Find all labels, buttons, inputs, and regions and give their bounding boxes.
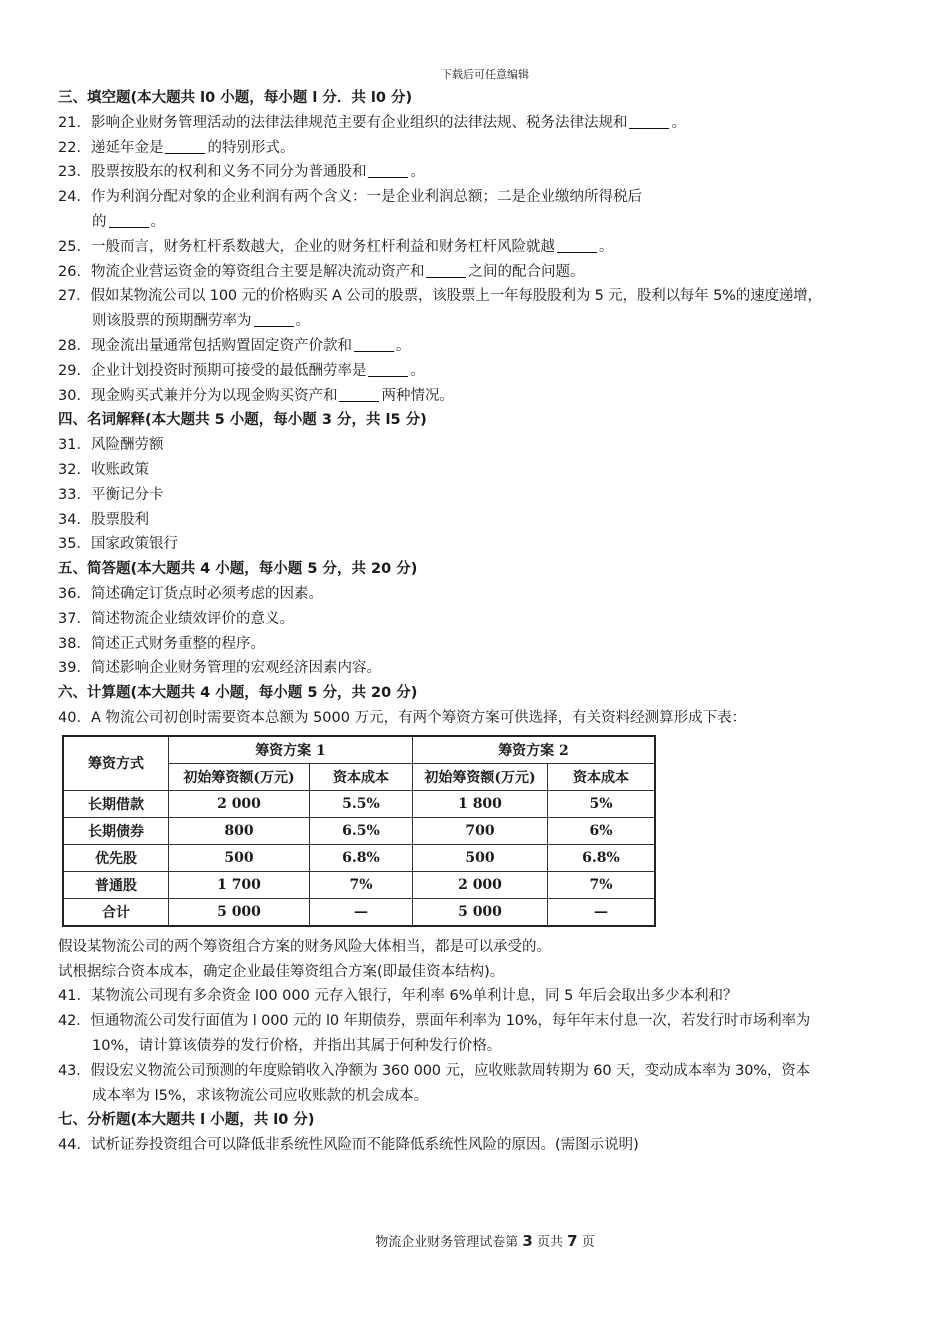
question-text: 。 — [410, 164, 425, 181]
table-row — [63, 844, 655, 871]
question-21 — [58, 111, 928, 136]
table-cell: 长期债券 — [63, 817, 169, 844]
footer-middle: 页共 — [536, 1235, 563, 1250]
table-row — [63, 817, 655, 844]
question-43: 43．假设宏义物流公司预测的年度赊销收入净额为 360 000 元，应收账款周转期为 60 天，变动成本率为 30%，资本 — [58, 1062, 810, 1079]
table-cell: 6.8% — [310, 844, 413, 871]
answer-blank — [368, 361, 408, 377]
question-23 — [58, 160, 928, 185]
financing-plan-table — [62, 735, 656, 927]
question-text: 的特别形式。 — [207, 139, 295, 156]
question-text: 则该股票的预期酬劳率为 — [92, 313, 252, 330]
table-cell: 合计 — [63, 898, 169, 926]
header-capital-cost: 资本成本 — [310, 763, 413, 790]
table-cell: 普通股 — [63, 871, 169, 898]
table-cell: 长期借款 — [63, 790, 169, 817]
table-cell: 2 000 — [413, 871, 548, 898]
question-38: 38．简述正式财务重整的程序。 — [58, 635, 265, 652]
question-25 — [58, 235, 928, 260]
header-initial-amount: 初始筹资额(万元) — [169, 763, 310, 790]
answer-blank — [426, 262, 466, 278]
header-initial-amount: 初始筹资额(万元) — [413, 763, 548, 790]
table-cell: — — [310, 898, 413, 926]
question-44: 44．试析证券投资组合可以降低非系统性风险而不能降低系统性风险的原因。(需图示说明) — [58, 1137, 639, 1154]
header-plan-2: 筹资方案 2 — [413, 736, 656, 764]
question-text: 的 — [92, 213, 107, 230]
question-37: 37．简述物流企业绩效评价的意义。 — [58, 610, 294, 627]
question-29 — [58, 359, 928, 384]
question-text: 26．物流企业营运资金的筹资组合主要是解决流动资产和 — [58, 263, 425, 280]
question-text: 22．递延年金是 — [58, 139, 164, 156]
question-text: 。 — [395, 337, 411, 354]
question-32: 32．收账政策 — [58, 461, 149, 478]
section-terms-title: 四、名词解释(本大题共 5 小题，每小题 3 分，共 l5 分) — [58, 412, 427, 429]
question-40: 40．A 物流公司初创时需要资本总额为 5000 万元，有两个筹资方案可供选择，有关资料经测算形成下表： — [58, 709, 747, 726]
table-cell: 500 — [169, 844, 310, 871]
question-22 — [58, 136, 928, 161]
question-text: 。 — [598, 238, 614, 255]
table-cell: 优先股 — [63, 844, 169, 871]
exam-content — [58, 86, 928, 1158]
question-text: 29．企业计划投资时预期可接受的最低酬劳率是 — [58, 362, 367, 379]
header-financing-method: 筹资方式 — [63, 736, 169, 791]
table-cell: 5% — [548, 790, 656, 817]
question-40-task: 试根据综合资本成本，确定企业最佳筹资组合方案(即最佳资本结构)。 — [58, 963, 505, 980]
table-total-row — [63, 898, 655, 926]
answer-blank — [354, 336, 394, 352]
table-cell: 6.8% — [548, 844, 656, 871]
table-cell: 6.5% — [310, 817, 413, 844]
answer-blank — [629, 113, 669, 129]
question-36: 36．简述确定订货点时必须考虑的因素。 — [58, 585, 323, 602]
table-row — [63, 871, 655, 898]
question-text: 之间的配合问题。 — [468, 263, 585, 280]
footer-page-number: 3 — [522, 1232, 533, 1250]
question-34: 34．股票股利 — [58, 511, 149, 528]
question-27: 27．假如某物流公司以 100 元的价格购买 A 公司的股票，该股票上一年每股股利为 5 元，股利以每年 5%的速度递增， — [58, 288, 822, 305]
table-cell: 1 700 — [169, 871, 310, 898]
question-text: 。 — [150, 213, 165, 230]
table-cell: 7% — [310, 871, 413, 898]
question-33: 33．平衡记分卡 — [58, 486, 164, 503]
question-text: 。 — [410, 362, 425, 379]
table-row — [63, 790, 655, 817]
section-fill-blank-title: 三、填空题(本大题共 l0 小题，每小题 l 分．共 l0 分) — [58, 90, 413, 106]
question-30 — [58, 384, 928, 409]
question-35: 35．国家政策银行 — [58, 536, 178, 553]
table-cell: 5 000 — [413, 898, 548, 926]
table-cell: 700 — [413, 817, 548, 844]
table-cell: — — [548, 898, 656, 926]
footer-prefix: 物流企业财务管理试卷第 — [375, 1235, 519, 1250]
header-capital-cost: 资本成本 — [548, 763, 656, 790]
question-41: 41．某物流公司现有多余资金 l00 000 元存入银行，年利率 6%单利计息，同 5 年后会取出多少本利和？ — [58, 988, 738, 1005]
question-24-continued — [58, 210, 928, 235]
question-40-note: 假设某物流公司的两个筹资组合方案的财务风险大体相当，都是可以承受的。 — [58, 938, 551, 955]
question-42: 42．恒通物流公司发行面值为 l 000 元的 l0 年期债券，票面年利率为 10%，每年年末付息一次，若发行时市场利率为 — [58, 1013, 811, 1030]
question-27-continued — [58, 309, 928, 334]
answer-blank — [339, 386, 379, 402]
table-cell: 6% — [548, 817, 656, 844]
question-text: 23．股票按股东的权利和义务不同分为普通股和 — [58, 164, 367, 181]
question-text: 。 — [295, 313, 310, 330]
question-31: 31．风险酬劳额 — [58, 437, 164, 454]
header-plan-1: 筹资方案 1 — [169, 736, 413, 764]
table-cell: 2 000 — [169, 790, 310, 817]
section-calculation-title: 六、计算题(本大题共 4 小题，每小题 5 分，共 20 分) — [58, 685, 418, 702]
table-cell: 5.5% — [310, 790, 413, 817]
answer-blank — [165, 138, 205, 154]
answer-blank — [557, 237, 597, 253]
question-text: 28．现金流出量通常包括购置固定资产价款和 — [58, 337, 352, 354]
question-text: 25．一般而言，财务杠杆系数越大，企业的财务杠杆利益和财务杠杆风险就越 — [58, 238, 555, 255]
question-24: 24．作为利润分配对象的企业利润有两个含义：一是企业利润总额；二是企业缴纳所得税后 — [58, 189, 642, 206]
footer-suffix: 页 — [581, 1235, 595, 1250]
table-cell: 500 — [413, 844, 548, 871]
table-cell: 5 000 — [169, 898, 310, 926]
answer-blank — [109, 212, 149, 228]
question-text: 。 — [671, 114, 686, 131]
section-short-answer-title: 五、简答题(本大题共 4 小题，每小题 5 分，共 20 分) — [58, 561, 418, 578]
question-43-continued: 成本率为 l5%，求该物流公司应收账款的机会成本。 — [92, 1087, 429, 1104]
table-cell: 800 — [169, 817, 310, 844]
table-cell: 7% — [548, 871, 656, 898]
question-text: 21．影响企业财务管理活动的法律法律规范主要有企业组织的法律法规、税务法律法规和 — [58, 114, 628, 131]
question-text: 30．现金购买式兼并分为以现金购买资产和 — [58, 387, 338, 404]
table-cell: 1 800 — [413, 790, 548, 817]
section-analysis-title: 七、分析题(本大题共 l 小题，共 l0 分) — [58, 1112, 315, 1129]
header-note: 下载后可任意编辑 — [441, 68, 529, 81]
question-text: 两种情况。 — [381, 387, 454, 404]
table-header-row — [63, 736, 655, 764]
question-28 — [58, 334, 928, 359]
question-39: 39．简述影响企业财务管理的宏观经济因素内容。 — [58, 660, 381, 677]
question-26 — [58, 260, 928, 285]
answer-blank — [254, 311, 294, 327]
page-footer — [0, 1231, 950, 1250]
footer-total-pages: 7 — [567, 1232, 578, 1250]
answer-blank — [368, 162, 408, 178]
question-42-continued: 10%，请计算该债券的发行价格，并指出其属于何种发行价格。 — [92, 1037, 502, 1054]
